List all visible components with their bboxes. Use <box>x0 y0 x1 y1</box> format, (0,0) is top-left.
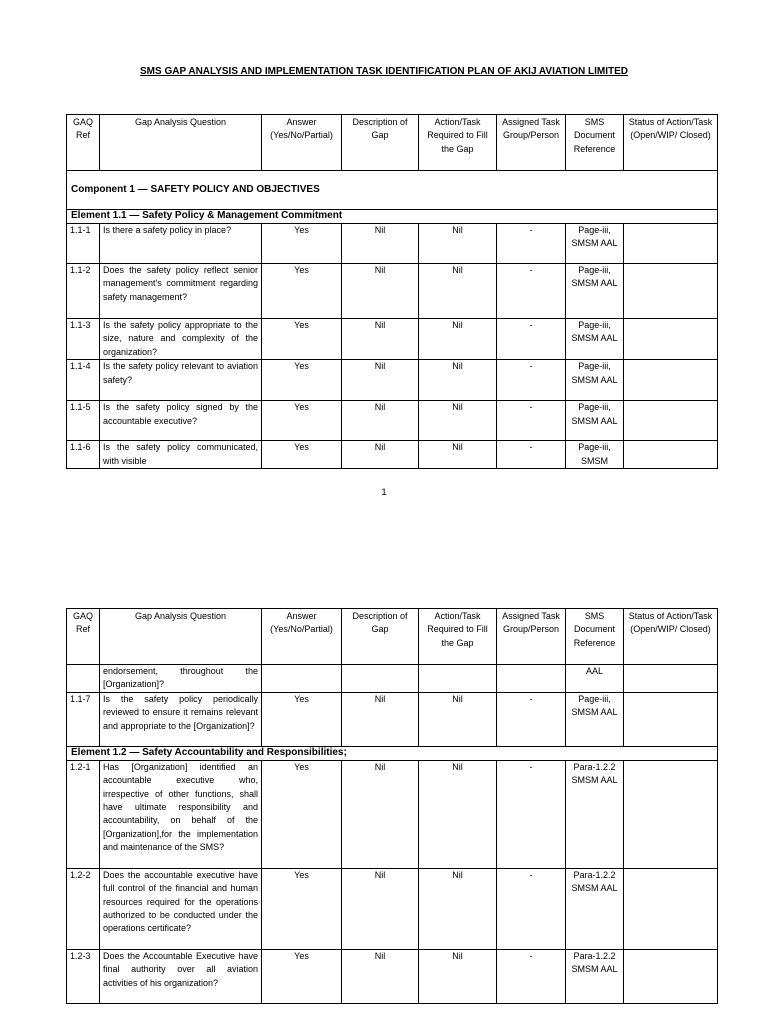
cell-sms-ref: Para-1.2.2 SMSM AAL <box>566 868 624 949</box>
cell-assigned: - <box>497 868 566 949</box>
cell-question: Is there a safety policy in place? <box>100 224 262 264</box>
cell-status <box>624 760 718 868</box>
cell-ref: 1.2-3 <box>67 949 100 1003</box>
cell-question: Has [Organization] identified an accountable executive who, irrespective of other functions, shall have ultimate responsibility and accountability, on behalf of the [Organization],for the implementation and maintenance of the SMS? <box>100 760 262 868</box>
table-header-row <box>67 115 718 171</box>
header-question: Gap Analysis Question <box>100 115 262 171</box>
table-row <box>67 401 718 441</box>
cell-description: Nil <box>342 319 419 360</box>
table-row <box>67 441 718 469</box>
cell-ref: 1.1-6 <box>67 441 100 469</box>
header-status: Status of Action/Task (Open/WIP/ Closed) <box>624 609 718 665</box>
cell-question: Is the safety policy signed by the accountable executive? <box>100 401 262 441</box>
cell-sms-ref: Page-iii, SMSM AAL <box>566 264 624 319</box>
header-answer: Answer (Yes/No/Partial) <box>262 115 342 171</box>
element-heading: Element 1.1 — Safety Policy & Management Commitment <box>67 210 718 224</box>
cell-status <box>624 360 718 401</box>
component-heading: Component 1 — SAFETY POLICY AND OBJECTIVES <box>67 171 718 210</box>
cell-answer: Yes <box>262 441 342 469</box>
cell-ref: 1.2-1 <box>67 760 100 868</box>
header-action: Action/Task Required to Fill the Gap <box>419 609 497 665</box>
cell-sms-ref: Page-iii, SMSM AAL <box>566 224 624 264</box>
cell-status <box>624 264 718 319</box>
cell-ref: 1.1-5 <box>67 401 100 441</box>
cell-status <box>624 319 718 360</box>
document-title: SMS GAP ANALYSIS AND IMPLEMENTATION TASK IDENTIFICATION PLAN OF AKIJ AVIATION LIMITED <box>140 66 628 77</box>
cell-action <box>419 665 497 693</box>
table-row <box>67 264 718 319</box>
table-row <box>67 760 718 868</box>
cell-assigned: - <box>497 760 566 868</box>
cell-question: Does the Accountable Executive have final authority over all aviation activities of his organization? <box>100 949 262 1003</box>
table-row <box>67 868 718 949</box>
table-row <box>67 692 718 746</box>
table-row <box>67 949 718 1003</box>
table-row <box>67 360 718 401</box>
table-row <box>67 665 718 693</box>
element-row <box>67 210 718 224</box>
cell-description <box>342 665 419 693</box>
cell-answer: Yes <box>262 360 342 401</box>
cell-sms-ref: Page-iii, SMSM AAL <box>566 692 624 746</box>
header-question: Gap Analysis Question <box>100 609 262 665</box>
cell-sms-ref: Page-iii, SMSM AAL <box>566 360 624 401</box>
cell-action: Nil <box>419 949 497 1003</box>
header-assigned: Assigned Task Group/Person <box>497 115 566 171</box>
cell-description: Nil <box>342 224 419 264</box>
cell-ref: 1.1-3 <box>67 319 100 360</box>
cell-sms-ref: Page-iii, SMSM AAL <box>566 401 624 441</box>
cell-status <box>624 692 718 746</box>
cell-answer: Yes <box>262 949 342 1003</box>
cell-description: Nil <box>342 264 419 319</box>
header-assigned: Assigned Task Group/Person <box>497 609 566 665</box>
cell-description: Nil <box>342 949 419 1003</box>
header-sms-ref: SMS Document Reference <box>566 115 624 171</box>
cell-answer <box>262 665 342 693</box>
cell-action: Nil <box>419 264 497 319</box>
table-header-row <box>67 609 718 665</box>
cell-answer: Yes <box>262 760 342 868</box>
cell-status <box>624 665 718 693</box>
cell-ref: 1.1-2 <box>67 264 100 319</box>
cell-assigned: - <box>497 319 566 360</box>
cell-assigned: - <box>497 949 566 1003</box>
cell-question: Is the safety policy relevant to aviation safety? <box>100 360 262 401</box>
cell-answer: Yes <box>262 692 342 746</box>
cell-action: Nil <box>419 692 497 746</box>
cell-action: Nil <box>419 319 497 360</box>
cell-description: Nil <box>342 868 419 949</box>
cell-ref <box>67 665 100 693</box>
table-row <box>67 319 718 360</box>
header-action: Action/Task Required to Fill the Gap <box>419 115 497 171</box>
cell-question: Is the safety policy appropriate to the size, nature and complexity of the organization? <box>100 319 262 360</box>
component-row <box>67 171 718 210</box>
header-ref: GAQ Ref <box>67 115 100 171</box>
header-ref: GAQ Ref <box>67 609 100 665</box>
cell-answer: Yes <box>262 401 342 441</box>
cell-assigned: - <box>497 401 566 441</box>
cell-assigned <box>497 665 566 693</box>
cell-description: Nil <box>342 401 419 441</box>
cell-sms-ref: AAL <box>566 665 624 693</box>
cell-description: Nil <box>342 692 419 746</box>
cell-status <box>624 224 718 264</box>
cell-question: Is the safety policy periodically reviewed to ensure it remains relevant and appropriate to the [Organization]? <box>100 692 262 746</box>
cell-question: endorsement, throughout the [Organization]? <box>100 665 262 693</box>
element-row <box>67 746 718 760</box>
cell-question: Does the safety policy reflect senior management's commitment regarding safety management? <box>100 264 262 319</box>
cell-description: Nil <box>342 760 419 868</box>
cell-question: Does the accountable executive have full control of the financial and human resources required for the operations authorized to be conducted under the operations certificate? <box>100 868 262 949</box>
cell-ref: 1.1-4 <box>67 360 100 401</box>
cell-status <box>624 441 718 469</box>
cell-action: Nil <box>419 360 497 401</box>
cell-assigned: - <box>497 692 566 746</box>
cell-sms-ref: Para-1.2.2 SMSM AAL <box>566 760 624 868</box>
cell-description: Nil <box>342 360 419 401</box>
cell-assigned: - <box>497 264 566 319</box>
cell-status <box>624 868 718 949</box>
cell-sms-ref: Page-iii, SMSM AAL <box>566 319 624 360</box>
header-description: Description of Gap <box>342 115 419 171</box>
cell-status <box>624 949 718 1003</box>
table-row <box>67 224 718 264</box>
header-status: Status of Action/Task (Open/WIP/ Closed) <box>624 115 718 171</box>
page-number: 1 <box>381 487 387 498</box>
cell-answer: Yes <box>262 224 342 264</box>
gap-analysis-table-page-2 <box>66 608 718 1004</box>
cell-answer: Yes <box>262 868 342 949</box>
element-heading: Element 1.2 — Safety Accountability and Responsibilities; <box>67 746 718 760</box>
cell-action: Nil <box>419 760 497 868</box>
cell-sms-ref: Para-1.2.2 SMSM AAL <box>566 949 624 1003</box>
gap-analysis-table-page-1 <box>66 114 718 469</box>
cell-ref: 1.1-7 <box>67 692 100 746</box>
cell-action: Nil <box>419 441 497 469</box>
header-answer: Answer (Yes/No/Partial) <box>262 609 342 665</box>
cell-ref: 1.2-2 <box>67 868 100 949</box>
cell-description: Nil <box>342 441 419 469</box>
cell-assigned: - <box>497 360 566 401</box>
header-description: Description of Gap <box>342 609 419 665</box>
cell-action: Nil <box>419 401 497 441</box>
cell-sms-ref: Page-iii, SMSM <box>566 441 624 469</box>
cell-status <box>624 401 718 441</box>
cell-assigned: - <box>497 224 566 264</box>
cell-question: Is the safety policy communicated, with visible <box>100 441 262 469</box>
cell-action: Nil <box>419 224 497 264</box>
header-sms-ref: SMS Document Reference <box>566 609 624 665</box>
cell-answer: Yes <box>262 264 342 319</box>
cell-action: Nil <box>419 868 497 949</box>
cell-ref: 1.1-1 <box>67 224 100 264</box>
cell-assigned: - <box>497 441 566 469</box>
cell-answer: Yes <box>262 319 342 360</box>
